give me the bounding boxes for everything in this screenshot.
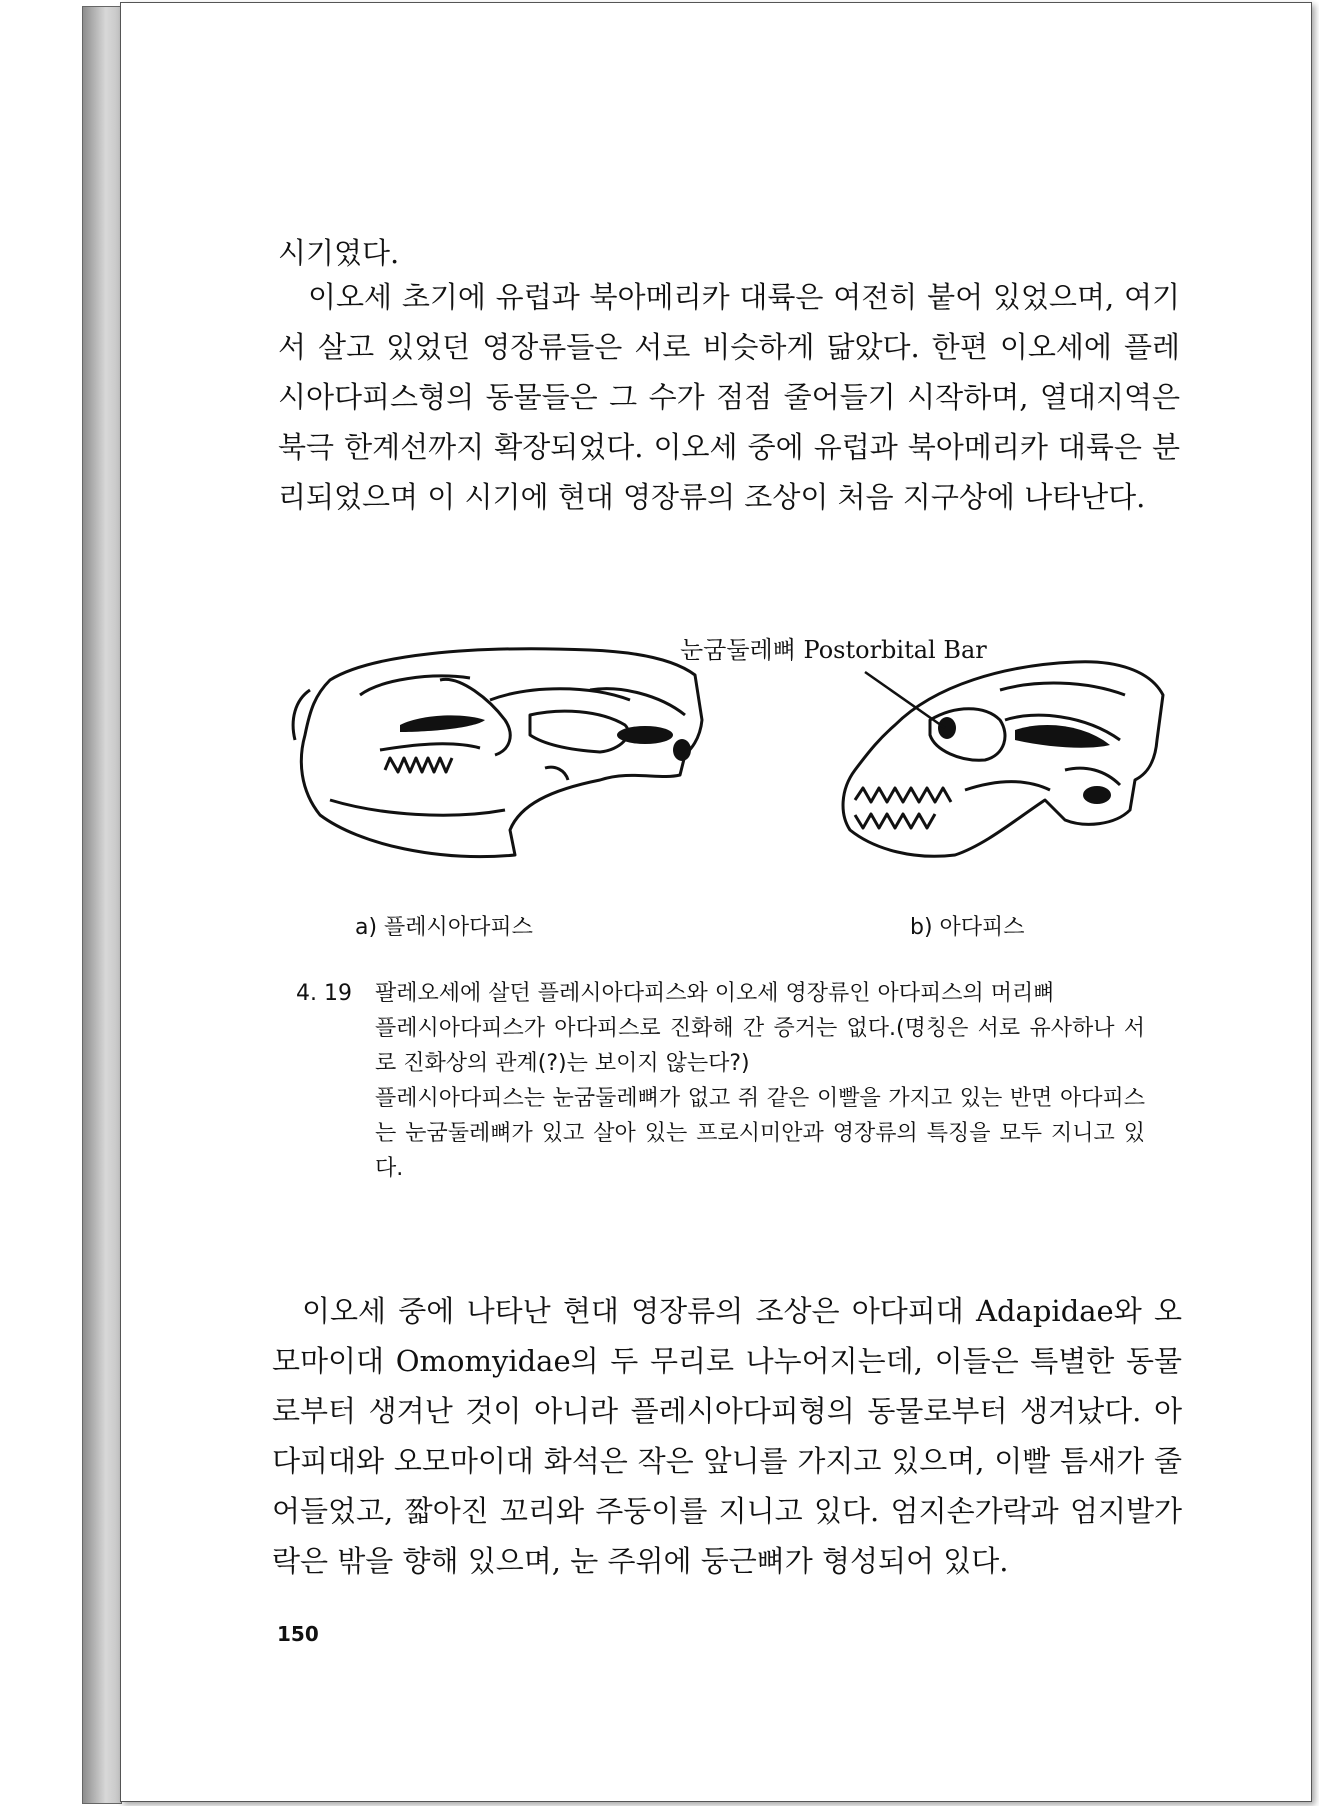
paragraph-text: 이오세 중에 나타난 현대 영장류의 조상은 아다피대 Adapidae와 오모마이대 Omomyidae의 두 무리로 나누어지는데, 이들은 특별한 동물로부터 생겨난 것이 아니라 플레시아다피형의 동물로부터 생겨났다. 아다피대와 오모마이대 화석은 작은 앞니를 가지고 있으며, 이빨 틈새가 줄어들었고, 짧아진 꼬리와 주둥이를 지니고 있다. 엄지손가락과 엄지발가락은 밖을 향해 있으며, 눈 주위에 둥근뼈가 형성되어 있다. — [272, 1294, 1182, 1578]
book-spine — [82, 6, 122, 1804]
caption-line: 팔레오세에 살던 플레시아다피스와 이오세 영장류인 아다피스의 머리뼈 — [375, 981, 1055, 1006]
adapis-skull-illustration — [835, 650, 1165, 865]
paragraph-top-second — [278, 272, 1180, 522]
paragraph-text: 시기였다. — [278, 236, 400, 270]
page-number: 150 — [277, 1622, 319, 1646]
subcaption-adapis: b) 아다피스 — [910, 915, 1025, 940]
paragraph-bottom — [272, 1286, 1182, 1586]
figure-number: 4. 19 — [296, 981, 352, 1006]
paragraph-text: 이오세 초기에 유럽과 북아메리카 대륙은 여전히 붙어 있었으며, 여기서 살고 있었던 영장류들은 서로 비슷하게 닮았다. 한편 이오세에 플레시아다피스형의 동물들은 그 수가 점점 줄어들기 시작하며, 열대지역은 북극 한계선까지 확장되었다. 이오세 중에 유럽과 북아메리카 대륙은 분리되었으며 이 시기에 현대 영장류의 조상이 처음 지구상에 나타난다. — [278, 280, 1180, 514]
figure-caption — [375, 976, 1145, 1186]
subcaption-plesiadapis: a) 플레시아다피스 — [355, 915, 533, 940]
plesiadapis-skull-illustration — [290, 640, 710, 870]
postorbital-bar-label: 눈굼둘레뼈 Postorbital Bar — [680, 636, 987, 664]
paragraph-top-first — [278, 228, 1180, 278]
caption-line: 플레시아다피스는 눈굼둘레뼈가 없고 쥐 같은 이빨을 가지고 있는 반면 아다피스는 눈굼둘레뼈가 있고 살아 있는 프로시미안과 영장류의 특징을 모두 지니고 있다. — [375, 1086, 1145, 1181]
caption-line: 플레시아다피스가 아다피스로 진화해 간 증거는 없다.(명칭은 서로 유사하나 서로 진화상의 관계(?)는 보이지 않는다?) — [375, 1016, 1145, 1076]
